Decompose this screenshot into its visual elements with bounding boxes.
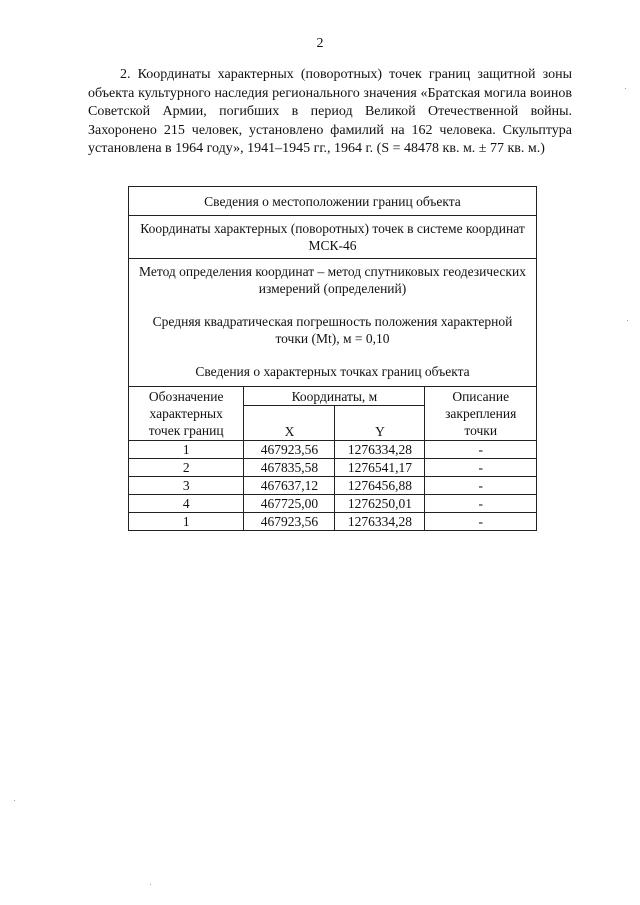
method-section [129, 259, 537, 387]
body-paragraph: 2. Координаты характерных (поворотных) точек границ защитной зоны объекта культурного наследия регионального значения «Братская могила воинов Советской Армии, погибших в период Великой Отечественной войны. Захоронено 215 человек, установлено фамилий на 162 человека. Скульптура установлена в 1964 году», 1941–1945 гг., 1964 г. (S = 48478 кв. м. ± 77 кв. м.) [88, 67, 572, 157]
page-number: 2 [316, 36, 324, 51]
cell-desc: - [425, 441, 537, 459]
header-y: Y [335, 406, 425, 441]
cell-point: 3 [129, 477, 244, 495]
cell-x: 467923,56 [244, 513, 335, 531]
cell-y: 1276334,28 [335, 513, 425, 531]
boundary-info-table [128, 186, 537, 531]
table-row [129, 459, 537, 477]
cell-y: 1276456,88 [335, 477, 425, 495]
cell-point: 4 [129, 495, 244, 513]
cell-desc: - [425, 513, 537, 531]
header-desc: Описание закрепления точки [425, 387, 537, 441]
scan-speck [14, 800, 15, 801]
table-row [129, 477, 537, 495]
cell-point: 1 [129, 513, 244, 531]
table-row [129, 495, 537, 513]
accuracy-text: Средняя квадратическая погрешность положения характерной точки (Mt), м = 0,10 [152, 314, 513, 346]
cell-point: 1 [129, 441, 244, 459]
cell-x: 467923,56 [244, 441, 335, 459]
header-x: X [244, 406, 335, 441]
cell-x: 467637,12 [244, 477, 335, 495]
scan-speck [150, 884, 151, 885]
header-point: Обозначение характерных точек границ [129, 387, 244, 441]
table-row [129, 441, 537, 459]
cell-x: 467725,00 [244, 495, 335, 513]
cell-desc: - [425, 459, 537, 477]
cell-desc: - [425, 495, 537, 513]
method-text: Метод определения координат – метод спутниковых геодезических измерений (определений) [139, 264, 526, 296]
cell-x: 467835,58 [244, 459, 335, 477]
scan-speck [625, 88, 626, 89]
cell-point: 2 [129, 459, 244, 477]
scan-speck [627, 320, 628, 321]
header-coords: Координаты, м [244, 387, 425, 406]
table-title: Сведения о местоположении границ объекта [129, 187, 537, 216]
table-row [129, 513, 537, 531]
cell-y: 1276541,17 [335, 459, 425, 477]
points-heading: Сведения о характерных точках границ объекта [195, 364, 470, 379]
cell-y: 1276250,01 [335, 495, 425, 513]
coordinate-system: Координаты характерных (поворотных) точек в системе координат МСК-46 [129, 216, 537, 259]
cell-y: 1276334,28 [335, 441, 425, 459]
cell-desc: - [425, 477, 537, 495]
